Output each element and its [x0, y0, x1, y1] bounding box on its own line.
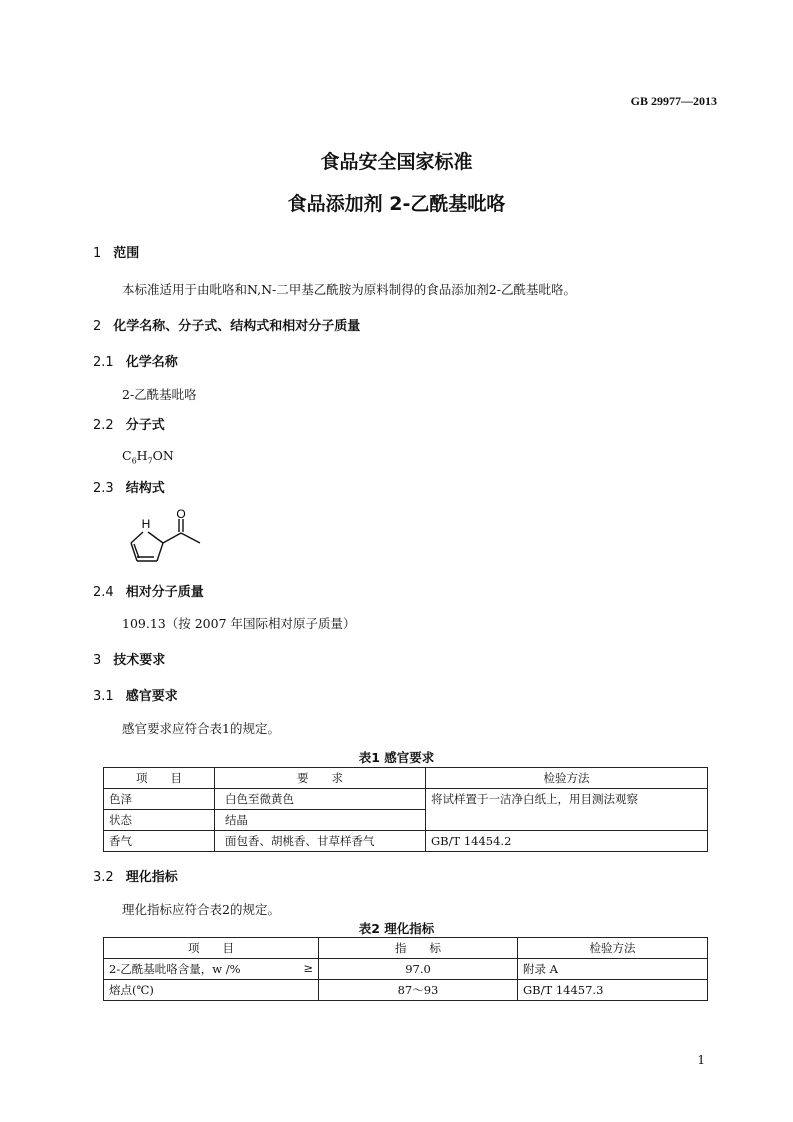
standard-number: GB 29977—2013: [630, 94, 717, 108]
bond: [157, 543, 163, 561]
table-2-caption: 表2 理化指标: [358, 921, 435, 936]
table-cell: 结晶: [215, 810, 426, 831]
molecular-formula: $C_6H_7ON$: [122, 448, 174, 466]
section-title: 化学名称: [125, 355, 178, 370]
document-title: 食品安全国家标准: [320, 151, 473, 173]
chemical-name: 2-乙酰基吡咯: [122, 387, 197, 402]
section-2-2-heading: [93, 414, 165, 433]
section-3-heading: [93, 649, 165, 668]
section-title: 感官要求: [125, 689, 178, 704]
section-number: 2.1: [93, 355, 114, 370]
column-header: 指 标: [319, 938, 518, 959]
table-row: [104, 789, 708, 810]
structural-formula: [115, 505, 215, 575]
table-cell: [104, 959, 319, 980]
section-number: 2.2: [93, 418, 114, 433]
table-cell: 状态: [104, 810, 215, 831]
section-title: 技术要求: [113, 653, 166, 668]
table-cell: GB/T 14457.3: [518, 980, 708, 1001]
table-header-row: [104, 938, 708, 959]
column-header: 项 目: [104, 938, 319, 959]
physicochemical-table: [103, 937, 708, 1001]
section-title: 范围: [113, 246, 140, 261]
table-cell: 色泽: [104, 789, 215, 810]
table-row: [104, 831, 708, 852]
section-3-2-text: 理化指标应符合表2的规定。: [122, 902, 280, 917]
column-header: 项 目: [104, 768, 215, 789]
table-cell: 将试样置于一洁净白纸上，用目测法观察: [426, 789, 708, 831]
section-title: 分子式: [125, 418, 165, 433]
table-cell: 附录 A: [518, 959, 708, 980]
section-number: 2.4: [93, 585, 114, 600]
column-header: 要 求: [215, 768, 426, 789]
section-number: 1: [93, 246, 102, 261]
table-cell: 香气: [104, 831, 215, 852]
operator: ≥: [303, 961, 313, 975]
column-header: 检验方法: [518, 938, 708, 959]
section-2-4-heading: [93, 581, 204, 600]
table-cell: 白色至微黄色: [215, 789, 426, 810]
section-3-1-heading: [93, 685, 178, 704]
section-number: 3.2: [93, 870, 114, 885]
section-number: 3: [93, 653, 102, 668]
section-title: 结构式: [125, 481, 165, 496]
table-row: [104, 980, 708, 1001]
section-number: 3.1: [93, 689, 114, 704]
section-1-text: 本标准适用于由吡咯和N,N-二甲基乙酰胺为原料制得的食品添加剂2-乙酰基吡咯。: [122, 282, 576, 297]
bond: [148, 532, 163, 543]
table-cell: GB/T 14454.2: [426, 831, 708, 852]
section-3-1-text: 感官要求应符合表1的规定。: [122, 721, 280, 736]
section-number: 2: [93, 319, 102, 334]
section-1-heading: [93, 242, 139, 261]
table-header-row: [104, 768, 708, 789]
item-label: 2-乙酰基吡咯含量，w /%: [109, 962, 241, 976]
section-2-1-heading: [93, 351, 178, 370]
item-label: 熔点(℃): [109, 983, 154, 997]
atom-label-h: H: [141, 517, 151, 531]
page-number: 1: [697, 1053, 705, 1067]
document-subtitle: 食品添加剂 2-乙酰基吡咯: [287, 193, 506, 215]
section-2-3-heading: [93, 477, 165, 496]
molecular-mass: 109.13（按 2007 年国际相对原子质量）: [122, 616, 356, 631]
atom-label-o: O: [176, 507, 186, 521]
table-cell: 面包香、胡桃香、甘草样香气: [215, 831, 426, 852]
section-2-heading: [93, 315, 360, 334]
section-3-2-heading: [93, 866, 178, 885]
table-row: [104, 959, 708, 980]
bond: [181, 533, 200, 543]
table-cell: 87～93: [319, 980, 518, 1001]
table-cell: [104, 980, 319, 1001]
section-title: 化学名称、分子式、结构式和相对分子质量: [113, 319, 361, 334]
sensory-table: [103, 767, 708, 852]
table-cell: 97.0: [319, 959, 518, 980]
section-title: 相对分子质量: [125, 585, 204, 600]
column-header: 检验方法: [426, 768, 708, 789]
bond: [131, 532, 143, 543]
table-1-caption: 表1 感官要求: [358, 750, 435, 765]
section-title: 理化指标: [125, 870, 178, 885]
section-number: 2.3: [93, 481, 114, 496]
bond: [163, 533, 181, 543]
